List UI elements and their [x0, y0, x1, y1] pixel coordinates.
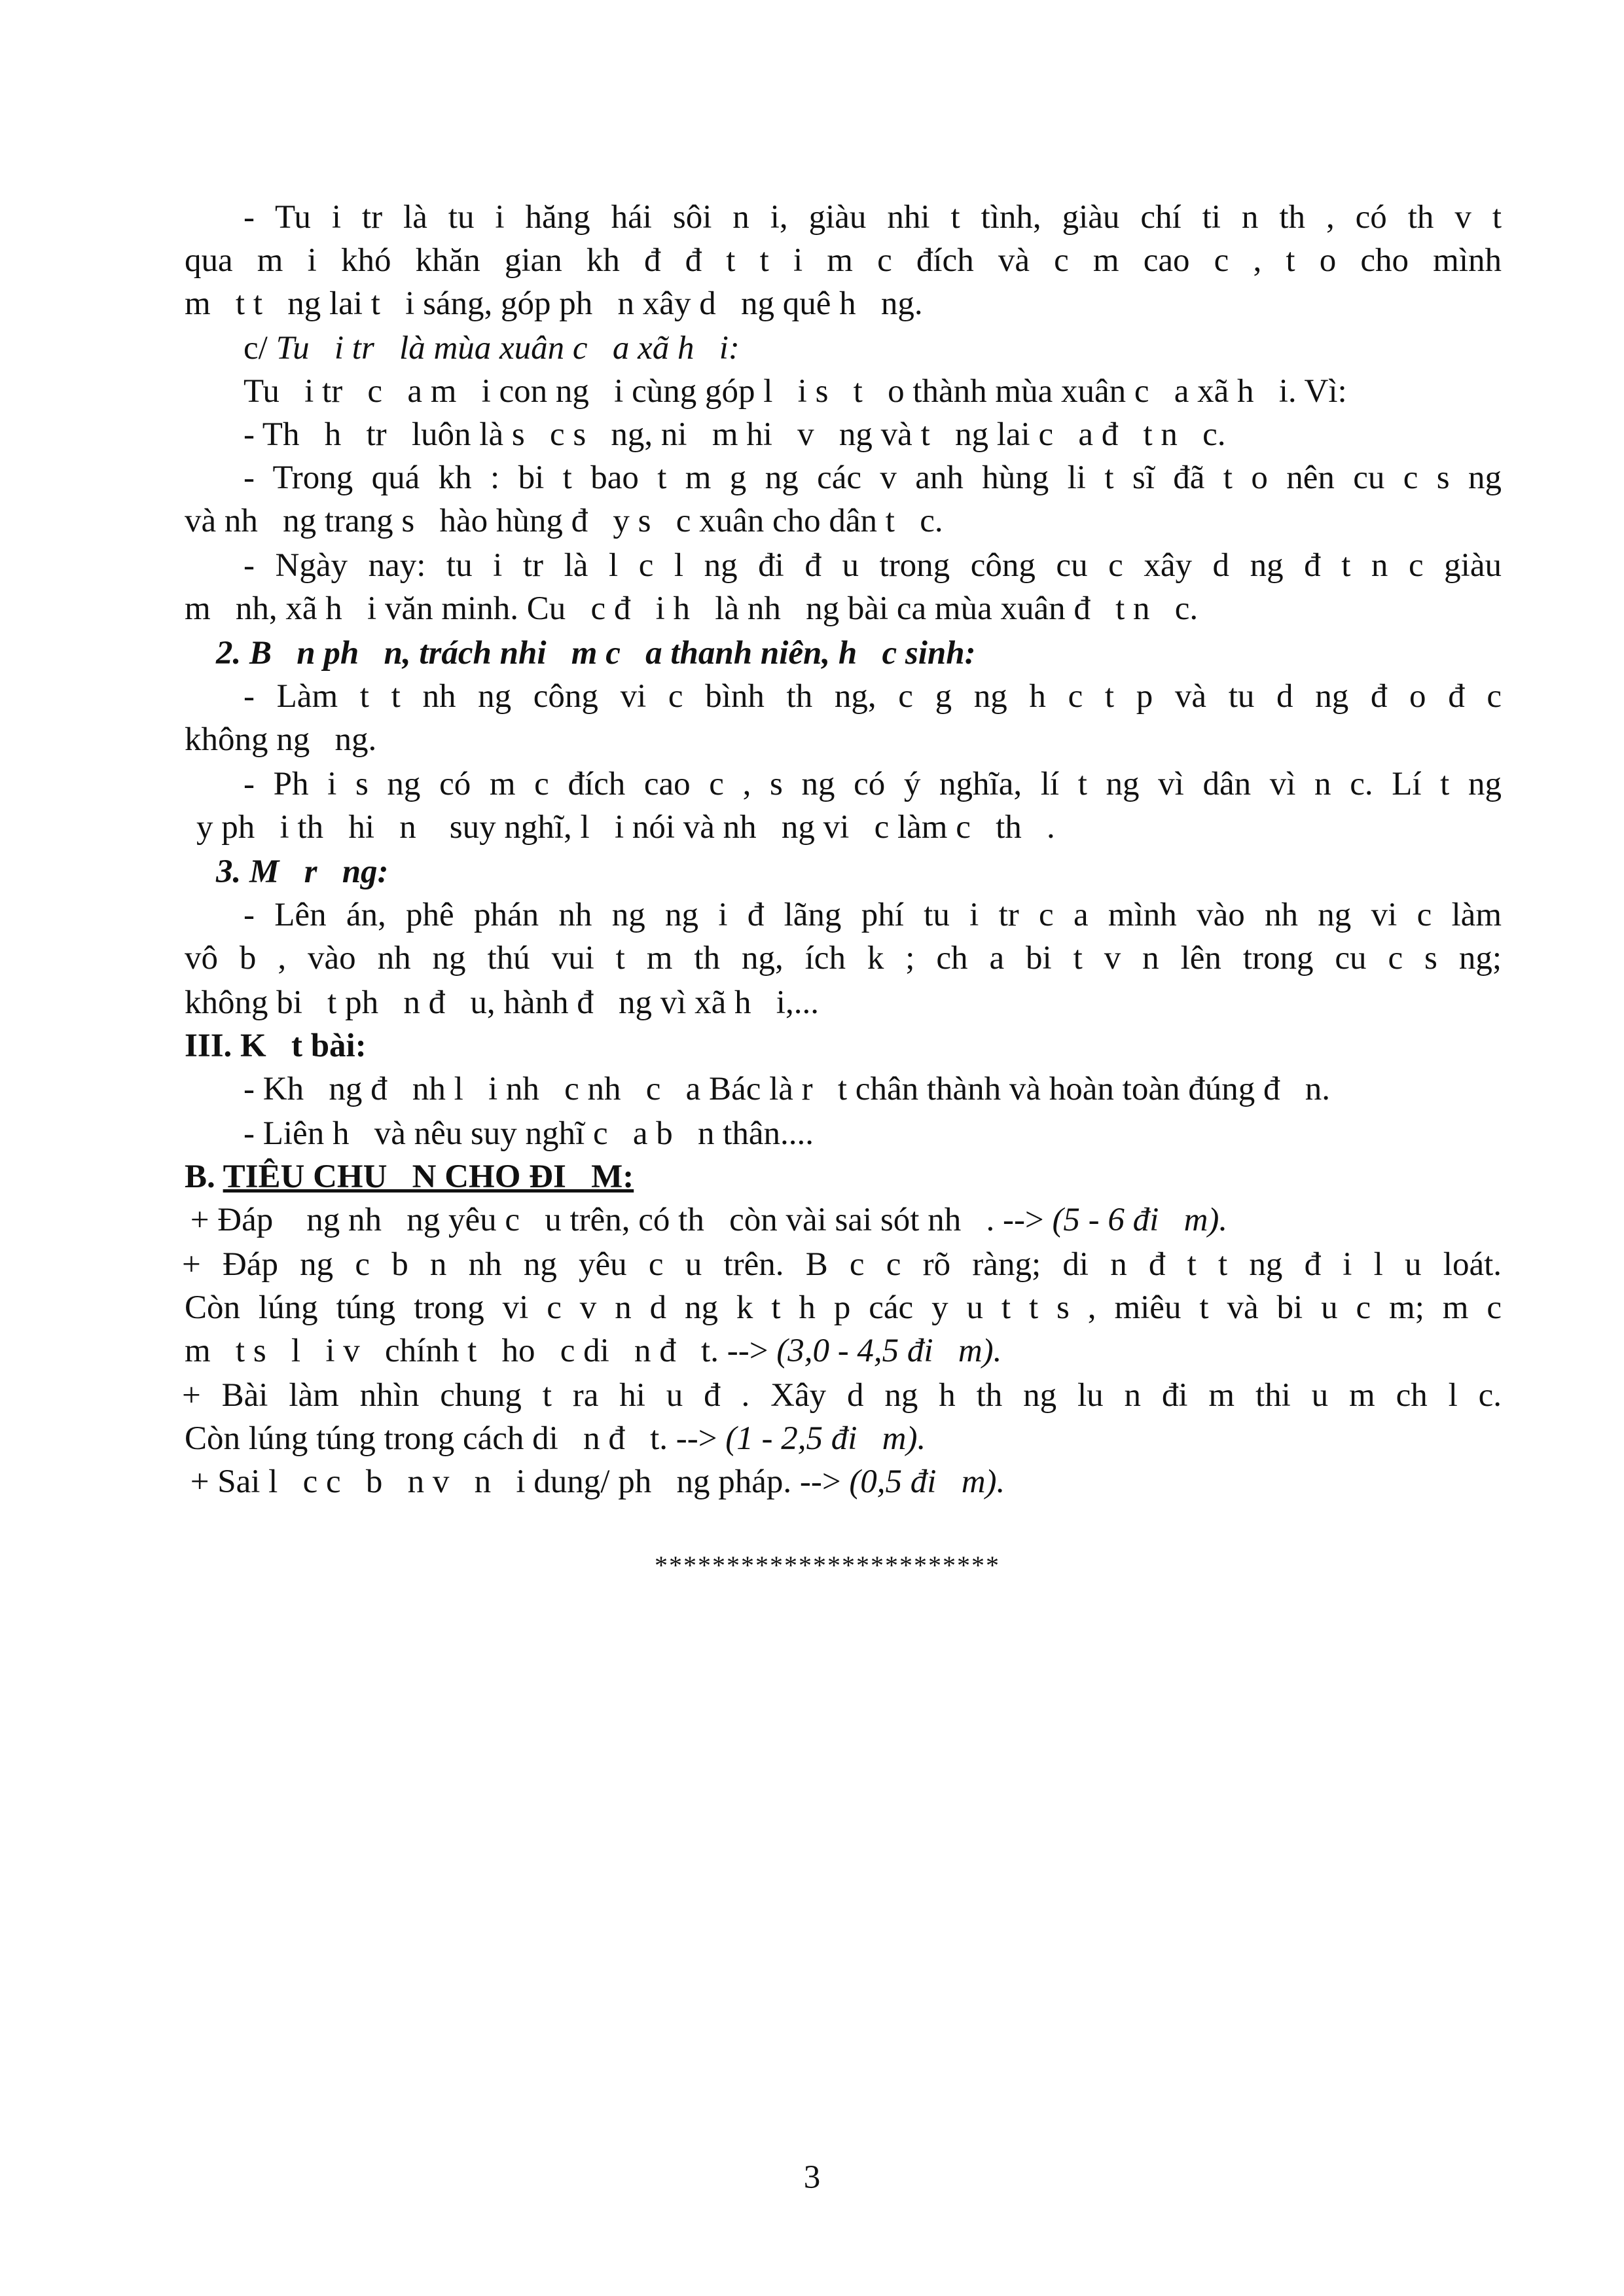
criteria-item-2: + Đáp ng c b n nh ng yêu c u trên. B c c rõ ràng; di n đ t t ng đ i l u loát.: [182, 1246, 1502, 1283]
paragraph-line: - Ph i s ng có m c đích cao c , s ng có ý nghĩa, lí t ng vì dân vì n c. Lí t ng: [244, 766, 1502, 802]
paragraph-line: - Lên án, phê phán nh ng ng i đ lãng phí tu i tr c a mình vào nh ng vi c làm: [244, 897, 1502, 933]
section-heading-2: 2. B n ph n, trách nhi m c a thanh niên, h c sinh:: [216, 635, 976, 672]
page-number: 3: [803, 2159, 821, 2196]
section-heading-criteria: [185, 1157, 634, 1196]
criteria-item-3: + Bài làm nhìn chung t ra hi u đ . Xây d ng h th ng lu n đi m thi u m ch l c.: [182, 1377, 1502, 1414]
paragraph-line: m nh, xã h i văn minh. Cu c đ i h là nh ng bài ca mùa xuân đ t n c.: [185, 590, 1199, 627]
paragraph-line: - Trong quá kh : bi t bao t m g ng các v anh hùng li t sĩ đã t o nên cu c s ng: [244, 459, 1502, 496]
criteria-score: (0,5 đi m).: [849, 1463, 1005, 1500]
paragraph-line: - Làm t t nh ng công vi c bình th ng, c g ng h c t p và tu d ng đ o đ c: [244, 678, 1502, 715]
section-heading-conclusion: III. K t bài:: [185, 1028, 367, 1064]
subheading-c: [244, 329, 740, 368]
paragraph-line: không bi t ph n đ u, hành đ ng vì xã h i,...: [185, 984, 819, 1021]
criteria-item-1: [182, 1200, 1227, 1240]
paragraph-line: vô b , vào nh ng thú vui t m th ng, ích k ; ch a bi t v n lên trong cu c s ng;: [185, 940, 1502, 977]
criteria-text: + Đáp ng nh ng yêu c u trên, có th còn vài sai sót nh . -->: [182, 1202, 1053, 1238]
paragraph-line: [185, 1419, 926, 1458]
subheading-prefix: c/: [244, 330, 276, 367]
paragraph-line: - Liên h và nêu suy nghĩ c a b n thân....: [244, 1115, 814, 1152]
paragraph-line: - Th h tr luôn là s c s ng, ni m hi v ng và t ng lai c a đ t n c.: [244, 416, 1226, 453]
paragraph-line: [185, 1331, 1001, 1371]
criteria-item-4: [182, 1462, 1005, 1501]
criteria-text: m t s l i v chính t ho c di n đ t. -->: [185, 1333, 777, 1369]
paragraph-line: Còn lúng túng trong vi c v n d ng k t h p các y u t t s , miêu t và bi u c m; m c: [185, 1289, 1502, 1326]
paragraph-line: y ph i th hi n suy nghĩ, l i nói và nh ng vi c làm c th .: [196, 809, 1055, 846]
criteria-score: (5 - 6 đi m).: [1052, 1202, 1228, 1238]
paragraph-line: không ng ng.: [185, 721, 377, 758]
criteria-score: (3,0 - 4,5 đi m).: [776, 1333, 1002, 1369]
paragraph-line: m t t ng lai t i sáng, góp ph n xây d ng quê h ng.: [185, 285, 923, 322]
section-heading-3: 3. M r ng:: [216, 853, 389, 890]
paragraph-line: qua m i khó khăn gian kh đ đ t t i m c đích và c m cao c , t o cho mình: [185, 242, 1502, 279]
criteria-prefix: B.: [185, 1158, 223, 1195]
separator: ************************: [655, 1551, 1000, 1580]
paragraph-line: - Ngày nay: tu i tr là l c l ng đi đ u trong công cu c xây d ng đ t n c giàu: [244, 547, 1502, 584]
paragraph-line: Tu i tr c a m i con ng i cùng góp l i s t o thành mùa xuân c a xã h i. Vì:: [244, 373, 1347, 410]
paragraph-line: và nh ng trang s hào hùng đ y s c xuân cho dân t c.: [185, 503, 943, 539]
subheading-title: Tu i tr là mùa xuân c a xã h i:: [276, 330, 740, 367]
criteria-text: Còn lúng túng trong cách di n đ t. -->: [185, 1420, 726, 1457]
criteria-score: (1 - 2,5 đi m).: [725, 1420, 926, 1457]
paragraph-line: - Kh ng đ nh l i nh c nh c a Bác là r t chân thành và hoàn toàn đúng đ n.: [244, 1071, 1330, 1107]
criteria-text: + Sai l c c b n v n i dung/ ph ng pháp. -->: [182, 1463, 850, 1500]
paragraph-line: - Tu i tr là tu i hăng hái sôi n i, giàu nhi t tình, giàu chí ti n th , có th v t: [244, 199, 1502, 236]
criteria-title: TIÊU CHU N CHO ĐI M:: [223, 1158, 634, 1195]
